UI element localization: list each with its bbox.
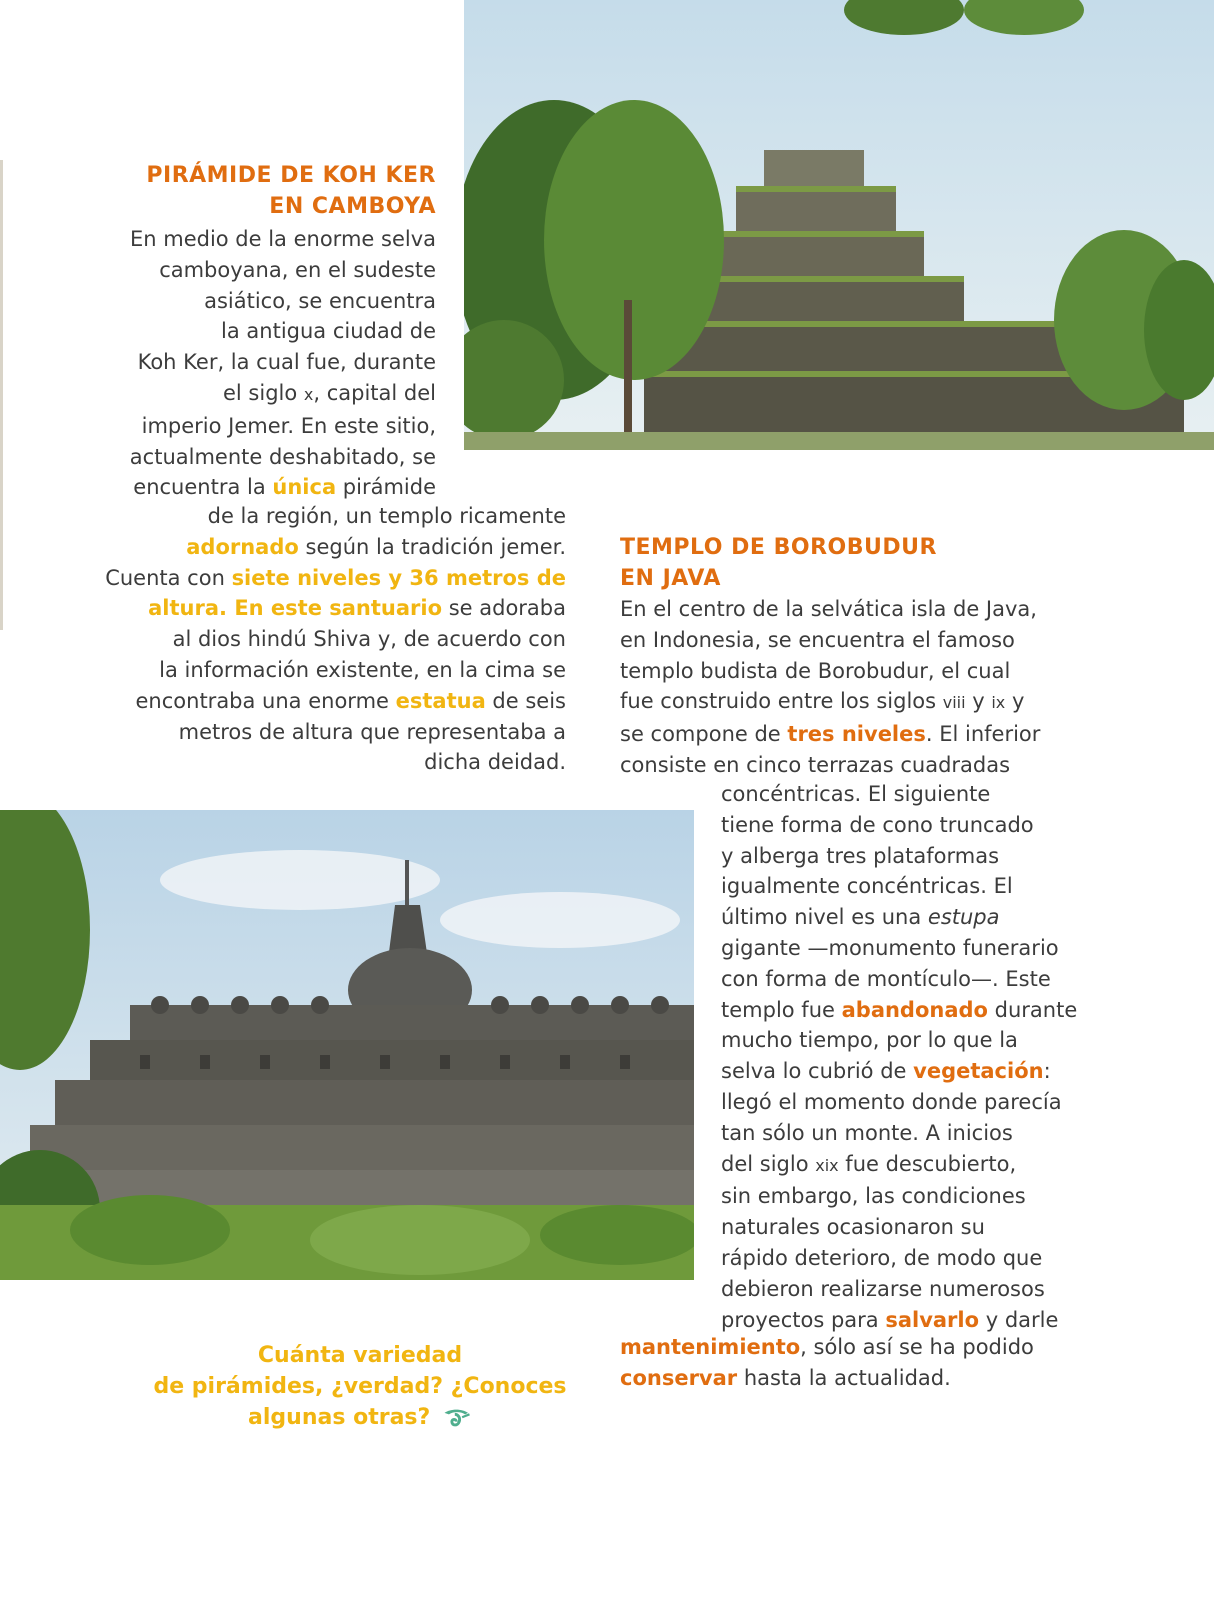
borobudur-paragraph-end xyxy=(620,1332,1200,1394)
text-line: altura. En este santuario se adoraba xyxy=(148,596,566,621)
text-line: gigante —monumento funerario xyxy=(721,935,1059,960)
text-line: tiene forma de cono truncado xyxy=(721,812,1034,837)
highlight: vegetación xyxy=(913,1059,1044,1084)
highlight: única xyxy=(272,475,337,500)
text-line: En el centro de la selvática isla de Java, xyxy=(620,597,1037,621)
italic-term: estupa xyxy=(927,905,1000,930)
highlight: salvarlo xyxy=(885,1307,980,1332)
highlight: estatua xyxy=(395,688,486,713)
text-line: igualmente concéntricas. El xyxy=(721,874,1013,899)
text-line: con forma de montículo—. Este xyxy=(721,966,1051,991)
text-line: se compone de tres niveles. El inferior xyxy=(620,722,1041,747)
borobudur-temple-photo xyxy=(0,810,694,1280)
koh-ker-heading xyxy=(120,160,436,222)
text-line: al dios hindú Shiva y, de acuerdo con xyxy=(172,627,566,652)
highlight: altura. En este santuario xyxy=(148,596,443,621)
text-line: Koh Ker, la cual fue, durante xyxy=(137,350,436,375)
roman-numeral: x xyxy=(303,384,314,404)
callout-line: de pirámides, ¿verdad? ¿Conoces xyxy=(153,1374,567,1399)
highlight: siete niveles y 36 metros de xyxy=(231,565,566,590)
text-line: dicha deidad. xyxy=(424,750,566,775)
text-line: camboyana, en el sudeste xyxy=(159,257,436,282)
text-line: la información existente, en la cima se xyxy=(159,657,566,682)
text-line: encontraba una enorme estatua de seis xyxy=(135,688,566,713)
highlight: conservar xyxy=(620,1365,738,1390)
text-line: del siglo xix fue descubierto, xyxy=(721,1151,1017,1176)
text-line: debieron realizarse numerosos xyxy=(721,1276,1045,1301)
text-line: y alberga tres plataformas xyxy=(721,843,1000,868)
text-line: la antigua ciudad de xyxy=(221,319,436,344)
text-line: de la región, un templo ricamente xyxy=(207,504,566,528)
callout-line: Cuánta variedad xyxy=(257,1343,463,1368)
text-line: rápido deterioro, de modo que xyxy=(721,1245,1043,1270)
text-line: selva lo cubrió de vegetación: xyxy=(721,1059,1051,1084)
text-line: templo fue abandonado durante xyxy=(721,997,1078,1022)
text-line: templo budista de Borobudur, el cual xyxy=(620,658,1011,683)
borobudur-heading xyxy=(620,532,1180,594)
callout-line: algunas otras? xyxy=(150,1402,570,1433)
roman-numeral: ix xyxy=(991,693,1006,713)
text-line: Cuenta con siete niveles y 36 metros de xyxy=(105,565,566,590)
highlight: abandonado xyxy=(841,997,988,1022)
koh-ker-paragraph-cont xyxy=(60,501,566,778)
highlight: adornado xyxy=(186,534,299,559)
text-line: En medio de la enorme selva xyxy=(129,227,436,251)
text-line: consiste en cinco terrazas cuadradas xyxy=(620,752,1011,777)
text-line: el siglo x, capital del xyxy=(222,380,436,405)
heading-line: PIRÁMIDE DE KOH KER xyxy=(146,163,436,188)
text-line: fue construido entre los siglos viii y ix y xyxy=(620,689,1025,714)
text-line: tan sólo un monte. A inicios xyxy=(721,1120,1013,1145)
page-edge-strip xyxy=(0,160,3,630)
text-line: encuentra la única pirámide xyxy=(133,475,436,500)
koh-ker-pyramid-photo xyxy=(464,0,1214,450)
callout-question xyxy=(150,1340,570,1433)
highlight: tres niveles xyxy=(787,722,926,747)
text-line: actualmente deshabitado, se xyxy=(129,444,436,469)
koh-ker-paragraph xyxy=(60,224,436,503)
text-line: mucho tiempo, por lo que la xyxy=(721,1028,1018,1053)
roman-numeral: viii xyxy=(942,693,966,713)
text-line: en Indonesia, se encuentra el famoso xyxy=(620,627,1015,652)
text-line: mantenimiento, sólo así se ha podido xyxy=(620,1335,1034,1359)
text-line: conservar hasta la actualidad. xyxy=(620,1365,951,1390)
borobudur-paragraph-cont xyxy=(721,779,1201,1335)
text-line: concéntricas. El siguiente xyxy=(721,782,991,806)
text-line: último nivel es una estupa xyxy=(721,905,1000,930)
text-line: llegó el momento donde parecía xyxy=(721,1089,1062,1114)
roman-numeral: xix xyxy=(815,1155,839,1175)
text-line: proyectos para salvarlo y darle xyxy=(721,1307,1059,1332)
text-line: adornado según la tradición jemer. xyxy=(186,534,566,559)
swirl-icon xyxy=(442,1407,472,1429)
text-line: sin embargo, las condiciones xyxy=(721,1184,1026,1209)
text-line: metros de altura que representaba a xyxy=(178,719,566,744)
text-line: naturales ocasionaron su xyxy=(721,1215,985,1240)
text-line: imperio Jemer. En este sitio, xyxy=(141,413,436,438)
borobudur-paragraph xyxy=(620,594,1200,781)
text-line: asiático, se encuentra xyxy=(204,288,436,313)
heading-line: EN CAMBOYA xyxy=(269,194,436,219)
heading-line: EN JAVA xyxy=(620,566,721,591)
heading-line: TEMPLO DE BOROBUDUR xyxy=(620,535,937,560)
highlight: mantenimiento xyxy=(620,1335,801,1359)
